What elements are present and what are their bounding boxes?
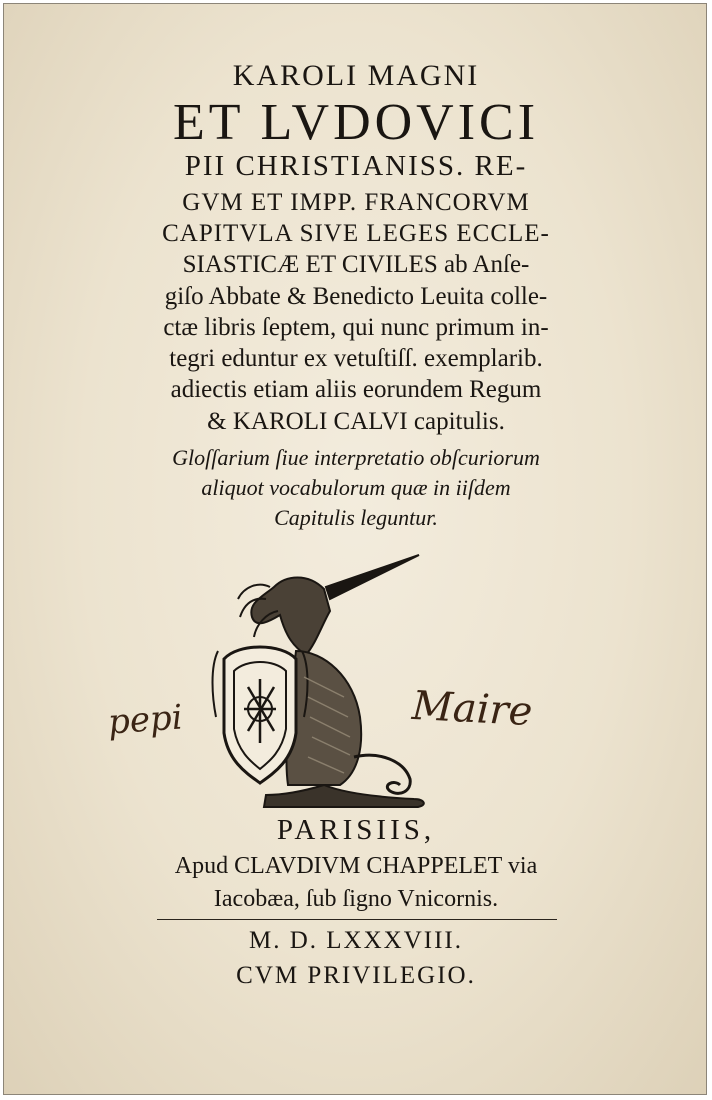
imprint-address: Iacobæa, ſub ſigno Vnicornis. — [213, 886, 499, 912]
title-line-6: SIASTICÆ ET CIVILES ab Anſe- — [182, 251, 530, 278]
glossary-line-3: Capitulis leguntur. — [274, 505, 438, 530]
handwritten-note-left: pepi — [106, 697, 184, 743]
title-line-10: adiectis etiam aliis eorundem Regum — [170, 376, 542, 403]
glossary-line-1: Gloſſarium ſiue interpretatio obſcuriorum — [172, 445, 540, 470]
unicorn-emblem-icon — [204, 547, 434, 809]
imprint-publisher: Apud CLAVDIVM CHAPPELET via — [174, 853, 538, 879]
glossary-line-2: aliquot vocabulorum quæ in iiſdem — [201, 475, 511, 500]
title-line-1: KAROLI MAGNI — [232, 59, 480, 92]
imprint-privilege: CVM PRIVILEGIO. — [236, 962, 476, 989]
handwritten-signature: Maire — [410, 682, 534, 736]
title-page — [3, 3, 707, 1095]
title-line-3: PII CHRISTIANISS. RE- — [184, 150, 528, 182]
title-line-11: & KAROLI CALVI capitulis. — [207, 408, 505, 435]
divider-rule — [157, 919, 557, 920]
title-line-4: GVM ET IMPP. FRANCORVM — [182, 189, 530, 216]
title-line-7: giſo Abbate & Benedicto Leuita colle- — [164, 283, 548, 310]
imprint-year: M. D. LXXXVIII. — [249, 927, 463, 954]
imprint-city: PARISIIS, — [276, 814, 436, 846]
title-line-2: ET LVDOVICI — [172, 94, 540, 151]
title-line-9: tegri eduntur ex vetuſtiſſ. exemplarib. — [169, 345, 543, 372]
title-line-5: CAPITVLA SIVE LEGES ECCLE- — [162, 220, 550, 247]
title-line-8: ctæ libris ſeptem, qui nunc primum in- — [163, 314, 549, 341]
